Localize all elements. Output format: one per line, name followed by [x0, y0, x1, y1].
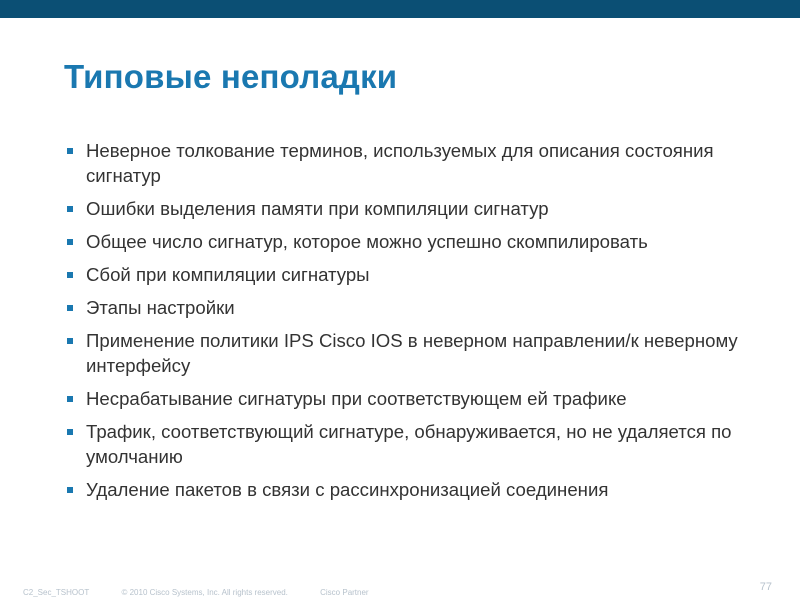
bullet-item [66, 196, 786, 221]
bullet-text: Общее число сигнатур, которое можно успешно скомпилировать [86, 231, 648, 252]
footer [23, 588, 399, 597]
bullet-text: Несрабатывание сигнатуры при соответствующем ей трафике [86, 388, 627, 409]
square-bullet-icon [67, 305, 73, 311]
footer-copyright: © 2010 Cisco Systems, Inc. All rights reserved. [121, 588, 288, 597]
bullet-item [66, 419, 786, 469]
slide-title: Типовые неполадки [64, 58, 398, 95]
bullet-item [66, 262, 786, 287]
page-number: 77 [759, 581, 772, 593]
bullet-text: Неверное толкование терминов, используемых для описания состояния сигнатур [86, 140, 714, 186]
square-bullet-icon [67, 206, 73, 212]
footer-partner: Cisco Partner [320, 588, 369, 597]
square-bullet-icon [67, 487, 73, 493]
bullet-text: Ошибки выделения памяти при компиляции сигнатур [86, 198, 549, 219]
bullet-list [66, 138, 786, 510]
bullet-item [66, 229, 786, 254]
square-bullet-icon [67, 338, 73, 344]
top-banner [0, 0, 800, 18]
bullet-item [66, 138, 786, 188]
square-bullet-icon [67, 429, 73, 435]
bullet-text: Трафик, соответствующий сигнатуре, обнаруживается, но не удаляется по умолчанию [86, 421, 732, 467]
bullet-item [66, 477, 786, 502]
bullet-item [66, 295, 786, 320]
bullet-text: Удаление пакетов в связи с рассинхронизацией соединения [86, 479, 609, 500]
bullet-text: Этапы настройки [86, 297, 235, 318]
square-bullet-icon [67, 396, 73, 402]
bullet-text: Сбой при компиляции сигнатуры [86, 264, 370, 285]
square-bullet-icon [67, 148, 73, 154]
bullet-text: Применение политики IPS Cisco IOS в неверном направлении/к неверному интерфейсу [86, 330, 738, 376]
square-bullet-icon [67, 272, 73, 278]
bullet-item [66, 386, 786, 411]
bullet-item [66, 328, 786, 378]
footer-module-code: C2_Sec_TSHOOT [23, 588, 90, 597]
square-bullet-icon [67, 239, 73, 245]
